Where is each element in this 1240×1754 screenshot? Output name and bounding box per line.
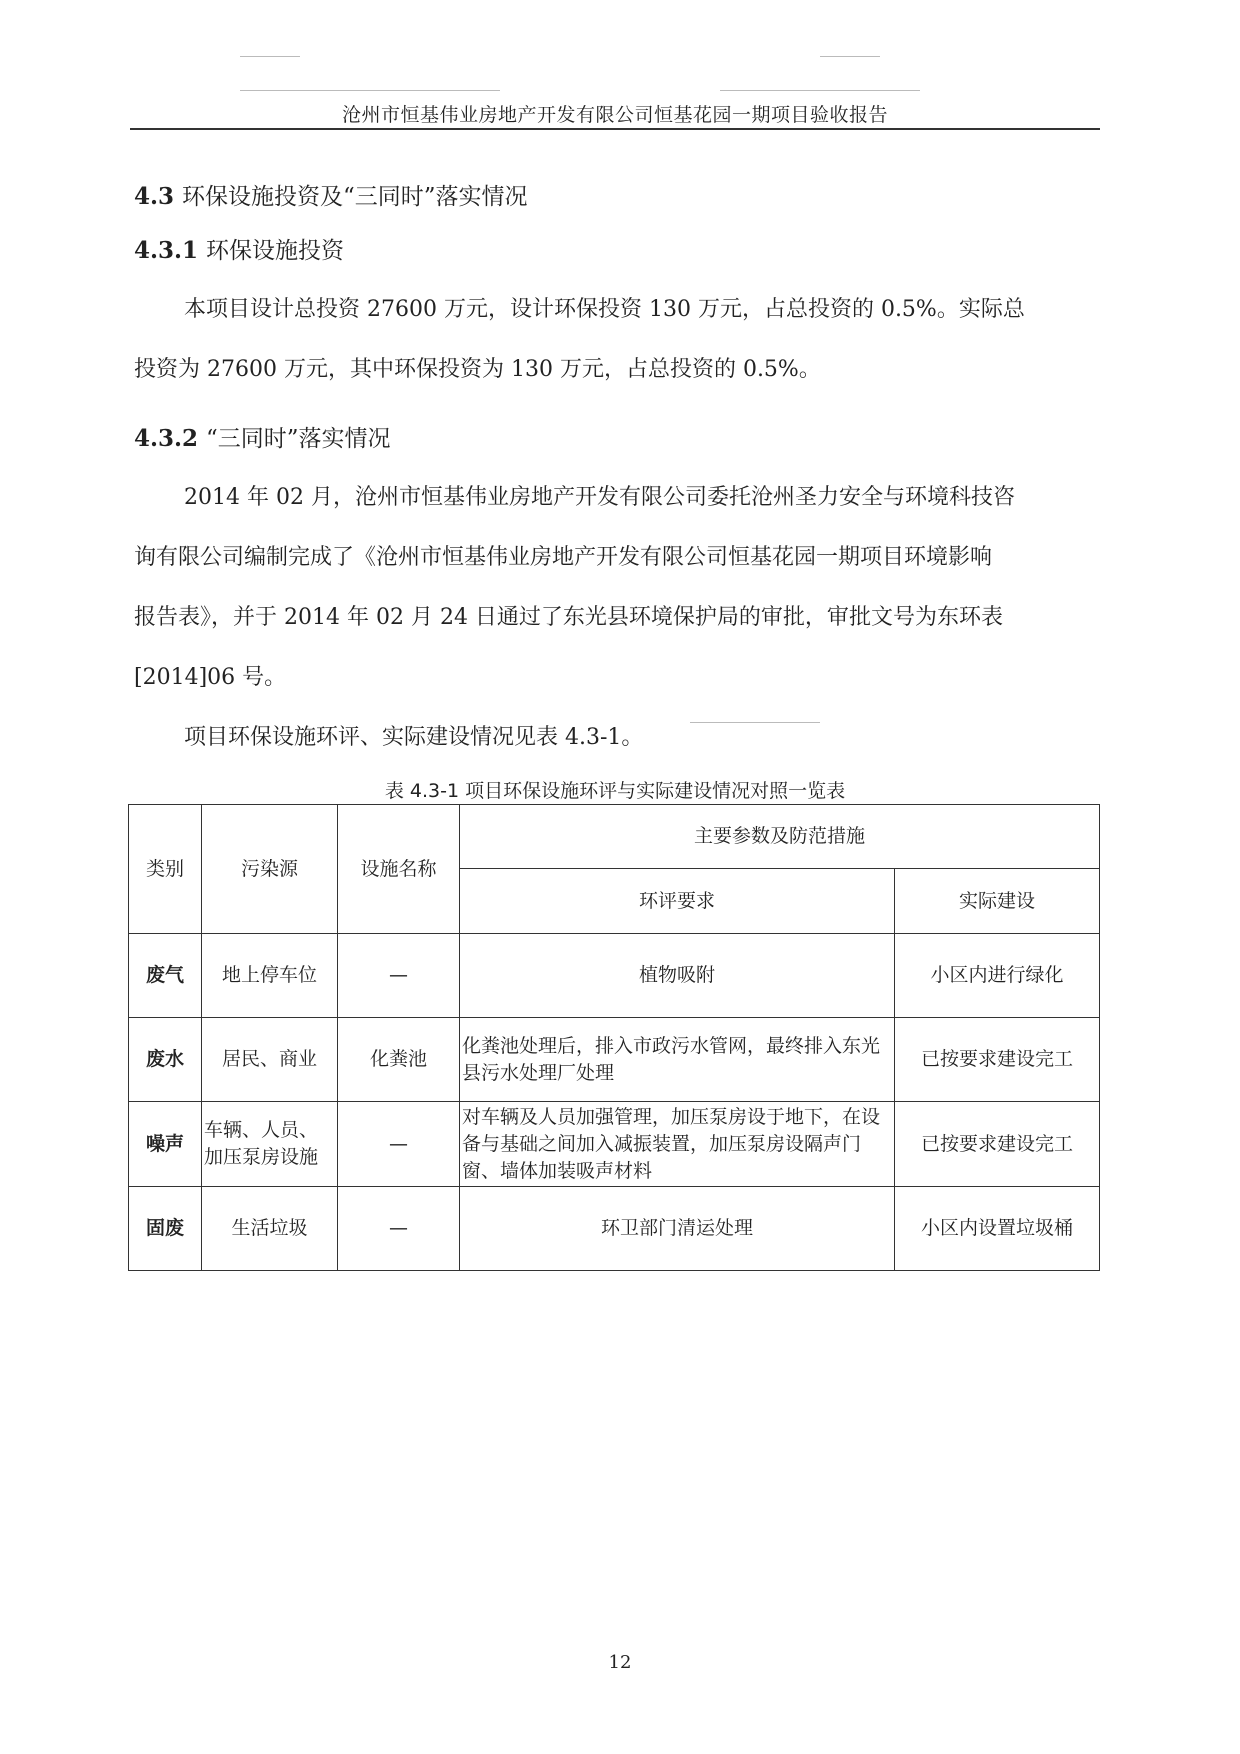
cell-source: 车辆、人员、加压泵房设施 — [202, 1102, 338, 1187]
paragraph-line: 2014 年 02 月，沧州市恒基伟业房地产开发有限公司委托沧州圣力安全与环境科技咨 — [184, 485, 1015, 510]
paragraph-line: 本项目设计总投资 27600 万元，设计环保投资 130 万元，占总投资的 0.5%。实际总 — [184, 297, 1025, 322]
cell-category: 废水 — [129, 1018, 202, 1102]
header-facility: 设施名称 — [338, 805, 460, 934]
cell-source: 地上停车位 — [202, 934, 338, 1018]
scan-mark — [690, 722, 820, 723]
cell-category: 噪声 — [129, 1102, 202, 1187]
paragraph-line: 项目环保设施环评、实际建设情况见表 4.3-1。 — [184, 725, 644, 750]
cell-eia: 环卫部门清运处理 — [460, 1187, 895, 1271]
cell-actual: 小区内设置垃圾桶 — [895, 1187, 1100, 1271]
section-title: 环保设施投资 — [206, 238, 345, 264]
section-heading-4-3 — [134, 178, 528, 211]
paragraph-line: 报告表》，并于 2014 年 02 月 24 日通过了东光县环境保护局的审批，审批文号为东环表 — [134, 605, 1003, 630]
cell-category: 废气 — [129, 934, 202, 1018]
header-group: 主要参数及防范措施 — [460, 805, 1100, 869]
table-header-row — [129, 805, 1100, 869]
scan-mark — [820, 56, 880, 57]
paragraph-line: 投资为 27600 万元，其中环保投资为 130 万元，占总投资的 0.5%。 — [134, 357, 821, 382]
cell-category: 固废 — [129, 1187, 202, 1271]
paragraph-line: [2014]06 号。 — [134, 665, 287, 690]
section-title: “三同时”落实情况 — [206, 426, 391, 452]
table-caption: 表 4.3-1 项目环保设施环评与实际建设情况对照一览表 — [384, 780, 846, 802]
comparison-table — [128, 804, 1100, 1271]
section-title: 环保设施投资及“三同时”落实情况 — [182, 184, 528, 210]
cell-actual: 小区内进行绿化 — [895, 934, 1100, 1018]
scan-mark — [720, 90, 920, 91]
section-heading-4-3-1 — [134, 232, 344, 265]
cell-actual: 已按要求建设完工 — [895, 1018, 1100, 1102]
page-number: 12 — [608, 1652, 632, 1673]
section-number: 4.3.2 — [134, 425, 199, 452]
paragraph-line: 询有限公司编制完成了《沧州市恒基伟业房地产开发有限公司恒基花园一期项目环境影响 — [134, 545, 993, 570]
cell-eia: 植物吸附 — [460, 934, 895, 1018]
cell-source: 生活垃圾 — [202, 1187, 338, 1271]
section-number: 4.3.1 — [134, 237, 199, 264]
header-rule — [130, 128, 1100, 130]
header-category: 类别 — [129, 805, 202, 934]
header-source: 污染源 — [202, 805, 338, 934]
section-heading-4-3-2 — [134, 420, 391, 453]
section-number: 4.3 — [134, 183, 175, 210]
cell-facility: — — [338, 934, 460, 1018]
cell-source: 居民、商业 — [202, 1018, 338, 1102]
table-row — [129, 1187, 1100, 1271]
header-eia: 环评要求 — [460, 869, 895, 934]
table-row — [129, 1102, 1100, 1187]
scan-mark — [240, 56, 300, 57]
page-header: 沧州市恒基伟业房地产开发有限公司恒基花园一期项目验收报告 — [341, 104, 888, 126]
header-actual: 实际建设 — [895, 869, 1100, 934]
cell-facility: — — [338, 1102, 460, 1187]
table-row — [129, 934, 1100, 1018]
cell-facility: — — [338, 1187, 460, 1271]
scan-mark — [240, 90, 500, 91]
cell-eia: 对车辆及人员加强管理，加压泵房设于地下，在设备与基础之间加入减振装置，加压泵房设隔声门窗、墙体加装吸声材料 — [460, 1102, 895, 1187]
cell-actual: 已按要求建设完工 — [895, 1102, 1100, 1187]
cell-eia: 化粪池处理后，排入市政污水管网，最终排入东光县污水处理厂处理 — [460, 1018, 895, 1102]
cell-facility: 化粪池 — [338, 1018, 460, 1102]
table-row — [129, 1018, 1100, 1102]
